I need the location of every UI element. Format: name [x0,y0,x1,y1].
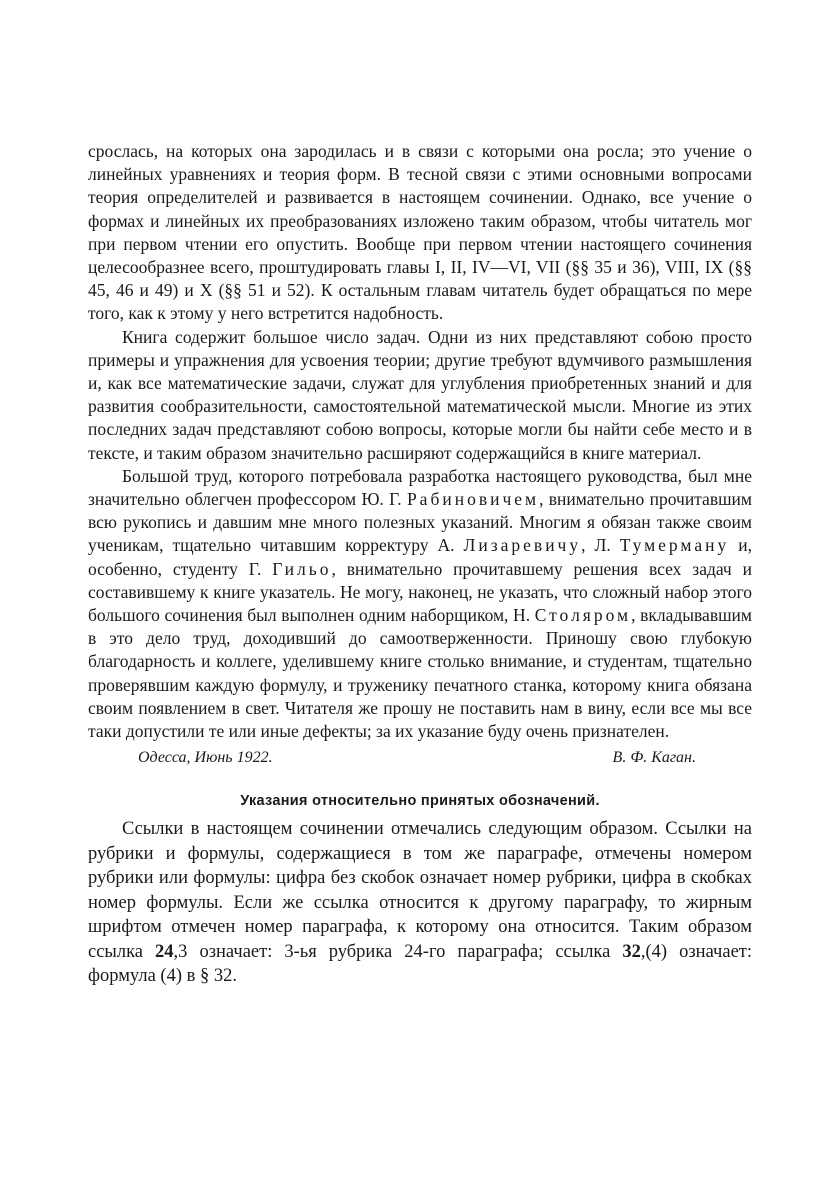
reference-bold-32: 32 [622,941,641,962]
signature-row [88,749,752,767]
text-run: , Л. [581,535,620,556]
text-run: ,(4) означает: формула (4) в § 32. [88,941,752,987]
reference-bold-24: 24 [155,941,174,962]
preface-paragraph-1: срослась, на которых она зародилась и в связи с которыми она росла; это учение о линейных уравнениях и теория форм. В тесной связи с этими основными вопросами теория определителей и развивается в настоящем сочинении. Однако, все учение о формах и линейных их преобразованиях изложено таким образом, чтобы читатель мог при первом чтении его опустить. Вообще при первом чтении настоящего сочинения целесообразнее всего, проштудировать главы I, II, IV—VI, VII (§§ 35 и 36), VIII, IX (§§ 45, 46 и 49) и X (§§ 51 и 52). К остальным главам читатель будет обращаться по мере того, как к этому у него встретится надобность. [88,141,752,324]
text-run: Ссылки в настоящем сочинении отмечались следующим образом. Ссылки на рубрики и формулы, содержащиеся в том же параграфе, отмечены номером рубрики или формулы: цифра без скобок означает номер рубрики, цифра в скобках номер формулы. Если же ссылка относится к другому параграфу, то жирным шрифтом отмечен номер параграфа, к которому она относится. Таким образом ссылка [88,819,752,962]
text-run: ,3 означает: 3-ья рубрика 24-го параграфа; ссылка [173,941,623,962]
name-stolyar: Столяром [534,605,632,626]
text-run: и, особенно, студенту Г. [88,535,753,579]
name-tumerman: Тумерману [619,535,730,556]
preface-paragraph-2: Книга содержит большое число задач. Одни из них представляют собою просто примеры и упражнения для усвоения теории; другие требуют вдумчивого размышления и, как все математические задачи, служат для углубления приобретенных знаний и для развития сообразительности, самостоятельной математической мысли. Многие из этих последних задач представляют собою вопросы, которые могли бы найти себе место и в тексте, и таким образом значительно расширяют содержащийся в книге материал. [88,326,752,463]
notation-heading: Указания относительно принятых обозначений. [240,793,600,810]
author-signature: В. Ф. Каган. [612,749,696,767]
place-date: Одесса, Июнь 1922. [138,749,273,767]
notation-paragraph [88,817,752,989]
name-rabinovich: Рабиновичем [406,489,540,510]
name-lizarevich: Лизаревичу [463,535,582,556]
text-run: , вкладывавшим в это дело труд, доходивший до самоотверженности. Приношу свою глубокую благодарность и коллеге, уделившему книге столько внимание, и студентам, тщательно проверявшим каждую формулу, и труженику печатного станка, которому книга обязана своим появлением в свет. Читателя же прошу не поставить нам в вину, если все мы все таки допустили те или иные дефекты; за их указание буду очень признателен. [88,605,752,742]
preface-paragraph-3 [88,465,752,743]
text-run: , внимательно прочитавшим всю рукопись и давшим мне много полезных указаний. Многим я обязан также своим ученикам, тщательно читавшим корректуру А. [88,489,752,556]
text-run: , внимательно прочитавшему решения всех задач и составившему к книге указатель. Не могу, наконец, не указать, что сложный набор этого большого сочинения был выполнен одним наборщиком, Н. [88,558,752,626]
text-run: Большой труд, которого потребовала разработка настоящего руководства, был мне значительно облегчен профессором Ю. Г. [88,465,752,510]
page [88,130,752,989]
name-gilo: Гильо [272,558,332,579]
